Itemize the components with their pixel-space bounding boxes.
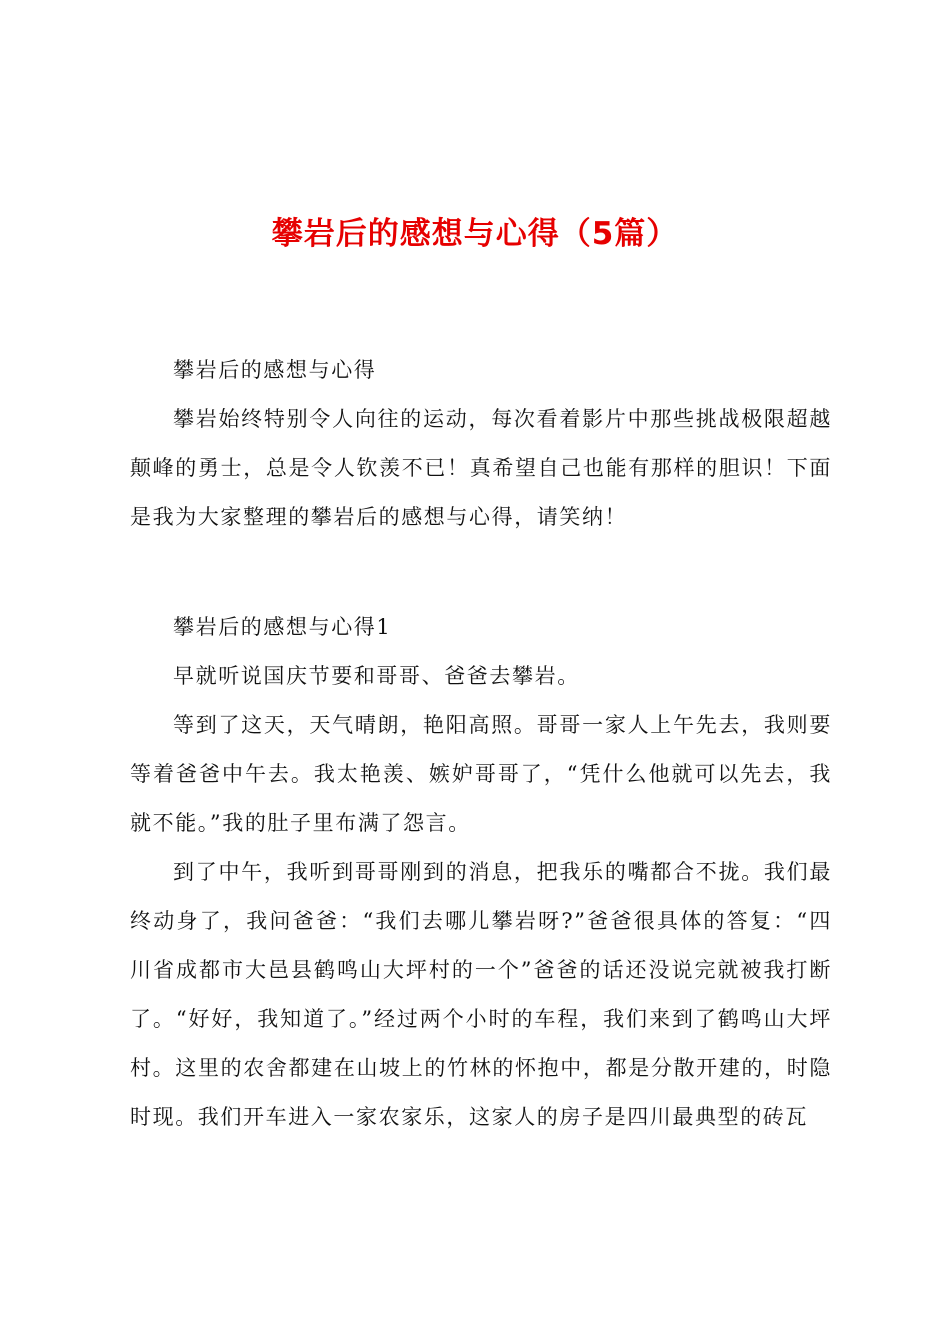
document-title: 攀岩后的感想与心得（5篇） [271,216,679,252]
section1-paragraph-1: 早就听说国庆节要和哥哥、爸爸去攀岩。 [173,664,580,688]
intro-paragraph: 攀岩始终特别令人向往的运动，每次看着影片中那些挑战极限超越颠峰的勇士，总是令人钦羡不已！真希望自己也能有那样的胆识！下面是我为大家整理的攀岩后的感想与心得，请笑纳！ [130,407,832,529]
section1-paragraph-3: 到了中午，我听到哥哥刚到的消息，把我乐的嘴都合不拢。我们最终动身了，我问爸爸：“我们去哪儿攀岩呀?”爸爸很具体的答复：“四川省成都市大邑县鹤鸣山大坪村的一个”爸爸的话还没说完就被我打断了。“好好，我知道了。”经过两个小时的车程，我们来到了鹤鸣山大坪村。这里的农舍都建在山坡上的竹林的怀抱中，都是分散开建的，时隐时现。我们开车进入一家农家乐，这家人的房子是四川最典型的砖瓦 [130,860,832,1129]
document-body [130,346,832,1142]
section1-heading: 攀岩后的感想与心得1 [173,615,392,639]
section-spacer [130,542,832,603]
intro-heading: 攀岩后的感想与心得 [173,358,377,382]
section1-paragraph-2: 等到了这天，天气晴朗，艳阳高照。哥哥一家人上午先去，我则要等着爸爸中午去。我太艳羡、嫉妒哥哥了，“凭什么他就可以先去，我就不能。”我的肚子里布满了怨言。 [130,713,832,835]
